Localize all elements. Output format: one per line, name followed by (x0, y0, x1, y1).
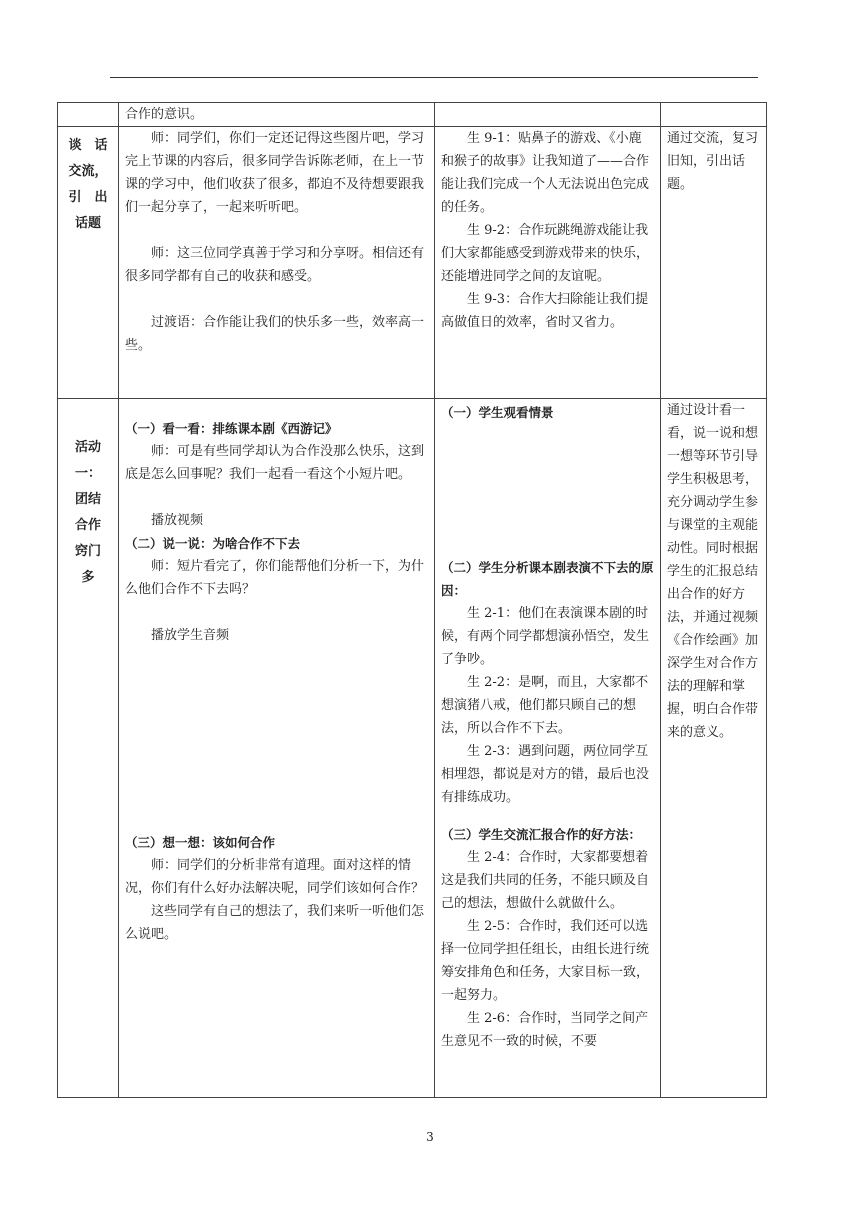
table-row (58, 103, 767, 127)
stage-label: 交流， (68, 164, 108, 179)
teacher-cell (119, 399, 435, 1098)
stage-label: 一： (74, 466, 101, 481)
lesson-plan-table (57, 102, 767, 1098)
stage-label: 谈 话 (68, 138, 108, 153)
page-number: 3 (426, 1130, 434, 1144)
section-heading: （三）学生交流汇报合作的好方法： (441, 827, 642, 842)
section-heading: （二）学生分析课本剧表演不下去的原因： (441, 560, 654, 598)
table-row (58, 127, 767, 399)
stage-cell (58, 103, 119, 127)
student-cell (435, 103, 661, 127)
teacher-text: 师：短片看完了，你们能帮他们分析一下，为什么他们合作不下去吗？ (125, 559, 425, 597)
stage-label: 活动 (74, 440, 101, 455)
student-text: 生 2-3：遇到问题，两位同学互相埋怨，都说是对方的错，最后也没有排练成功。 (441, 744, 650, 805)
purpose-cell (661, 399, 767, 1098)
student-text: 生 2-1：他们在表演课本剧的时候，有两个同学都想演孙悟空，发生了争吵。 (441, 606, 650, 667)
student-cell (435, 127, 661, 399)
stage-label: 多 (81, 570, 95, 585)
teacher-text: 师：这三位同学真善于学习和分享呀。相信还有很多同学都有自己的收获和感受。 (125, 246, 425, 284)
stage-label: 窍门 (74, 544, 101, 559)
stage-cell (58, 399, 119, 1098)
section-heading: （三）想一想：该如何合作 (125, 835, 276, 850)
purpose-cell (661, 103, 767, 127)
stage-label: 团结 (74, 492, 101, 507)
stage-label: 引 出 (68, 190, 108, 205)
stage-label: 合作 (74, 518, 101, 533)
section-heading: （二）说一说：为啥合作不下去 (125, 536, 301, 551)
teacher-text: 合作的意识。 (125, 107, 204, 122)
teacher-text: 师：可是有些同学却认为合作没那么快乐，这到底是怎么回事呢？我们一起看一看这个小短片吧。 (125, 444, 425, 482)
student-text: 生 9-2：合作玩跳绳游戏能让我们大家都能感受到游戏带来的快乐，还能增进同学之间的友谊呢。 (441, 223, 650, 284)
header-rule (110, 77, 758, 78)
teacher-text: 师：同学们的分析非常有道理。面对这样的情况，你们有什么好办法解决呢，同学们该如何合作？ (125, 858, 425, 896)
student-cell (435, 399, 661, 1098)
student-text: 生 2-6：合作时，当同学之间产生意见不一致的时候，不要 (441, 1011, 649, 1049)
teacher-cell (119, 103, 435, 127)
student-text: 生 2-5：合作时，我们还可以选择一位同学担任组长，由组长进行统筹安排角色和任务，大家目标一致，一起努力。 (441, 919, 650, 1003)
purpose-text: 通过设计看一看，说一说和想一想等环节引导学生积极思考，充分调动学生参与课堂的主观能动性。同时根据学生的汇报总结出合作的好方法，并通过视频《合作绘画》加深学生对合作方法的理解和掌握，明白合作带来的意义。 (667, 403, 759, 740)
teacher-text: 师：同学们，你们一定还记得这些图片吧，学习完上节课的内容后，很多同学告诉陈老师，在上一节课的学习中，他们收获了很多，都迫不及待想要跟我们一起分享了，一起来听听吧。 (125, 131, 425, 215)
stage-label: 话题 (74, 216, 101, 231)
student-text: 生 2-4：合作时，大家都要想着这是我们共同的任务，不能只顾及自己的想法，想做什么就做什么。 (441, 850, 650, 911)
section-heading: （一）看一看：排练课本剧《西游记》 (125, 421, 338, 436)
stage-cell (58, 127, 119, 399)
teacher-text: 过渡语：合作能让我们的快乐多一些，效率高一些。 (125, 315, 425, 353)
teacher-cell (119, 127, 435, 399)
table-row (58, 399, 767, 1098)
student-text: 生 9-3：合作大扫除能让我们提高做值日的效率，省时又省力。 (441, 292, 649, 330)
purpose-cell (661, 127, 767, 399)
student-text: 生 9-1：贴鼻子的游戏、《小鹿和猴子的故事》让我知道了——合作能让我们完成一个人无法说出色完成的任务。 (441, 131, 650, 215)
teacher-text: 播放学生音频 (151, 628, 230, 643)
student-text: 生 2-2：是啊，而且，大家都不想演猪八戒，他们都只顾自己的想法，所以合作不下去。 (441, 675, 649, 736)
purpose-text: 通过交流，复习旧知，引出话题。 (667, 131, 759, 192)
teacher-text: 播放视频 (151, 513, 204, 528)
teacher-text: 这些同学有自己的想法了，我们来听一听他们怎么说吧。 (125, 904, 425, 942)
section-heading: （一）学生观看情景 (441, 405, 554, 420)
